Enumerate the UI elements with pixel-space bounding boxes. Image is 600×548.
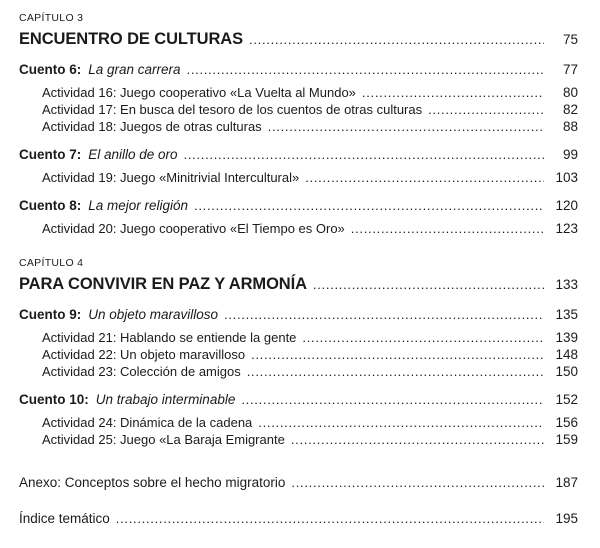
cuento-number: Cuento 9: [19,307,82,322]
dot-leader [356,84,544,101]
activity-label: Actividad 16: Juego cooperativo «La Vuelta al Mundo» [42,85,356,100]
dot-leader [345,220,544,237]
cuento-row [19,197,578,214]
annex-row [19,474,578,491]
activity-label: Actividad 19: Juego «Minitrivial Intercultural» [42,170,300,185]
index-row [19,510,578,527]
dot-leader [285,474,544,491]
dot-leader [218,306,544,323]
page-number: 99 [562,147,578,162]
chapter-section-3 [19,12,578,237]
chapter-title-row [19,274,578,295]
dot-leader [307,275,544,295]
cuento-number: Cuento 8: [19,198,82,213]
activity-row [19,363,578,380]
chapter-title: PARA CONVIVIR EN PAZ Y ARMONÍA [19,275,307,293]
page-number: 82 [562,102,578,117]
dot-leader [422,101,544,118]
chapter-kicker: CAPÍTULO 3 [19,12,84,24]
page-number: 77 [562,62,578,77]
chapter-title-row [19,29,578,50]
dot-leader [235,391,544,408]
activity-row [19,169,578,186]
dot-leader [262,118,544,135]
page-number: 156 [555,415,578,430]
dot-leader [252,414,544,431]
toc-page [19,12,578,527]
page-number: 80 [562,85,578,100]
page-number: 152 [555,392,578,407]
page-number: 148 [555,347,578,362]
activity-row [19,414,578,431]
activity-row [19,118,578,135]
page-number: 123 [555,221,578,236]
dot-leader [241,363,544,380]
activity-label: Actividad 22: Un objeto maravilloso [42,347,246,362]
page-number: 135 [555,307,578,322]
activity-label: Actividad 24: Dinámica de la cadena [42,415,253,430]
dot-leader [296,329,544,346]
cuento-title: Un trabajo interminable [95,392,236,407]
cuento-title: La gran carrera [88,62,181,77]
activity-row [19,346,578,363]
activity-row [19,101,578,118]
cuento-label-group [19,197,188,214]
cuento-label-group [19,391,235,408]
cuento-row [19,61,578,78]
page-number: 133 [555,277,578,292]
chapter-section-4 [19,257,578,448]
cuento-row [19,306,578,323]
activity-row [19,220,578,237]
dot-leader [110,510,544,527]
cuento-number: Cuento 6: [19,62,82,77]
cuento-label-group [19,61,181,78]
cuento-title: Un objeto maravilloso [88,307,219,322]
dot-leader [181,61,544,78]
cuento-number: Cuento 10: [19,392,89,407]
chapter-kicker: CAPÍTULO 4 [19,257,84,269]
chapter-title: ENCUENTRO DE CULTURAS [19,30,244,48]
activity-row [19,329,578,346]
cuento-label-group [19,146,178,163]
activity-row [19,431,578,448]
activity-row [19,84,578,101]
cuento-row [19,146,578,163]
cuento-row [19,391,578,408]
page-number: 139 [555,330,578,345]
cuento-title: La mejor religión [88,198,189,213]
page-number: 103 [555,170,578,185]
activity-label: Actividad 25: Juego «La Baraja Emigrante [42,432,285,447]
page-number: 120 [555,198,578,213]
cuento-number: Cuento 7: [19,147,82,162]
activity-label: Actividad 18: Juegos de otras culturas [42,119,262,134]
page-number: 75 [562,32,578,47]
cuento-title: El anillo de oro [88,147,178,162]
page-number: 159 [555,432,578,447]
cuento-label-group [19,306,218,323]
activity-label: Actividad 17: En busca del tesoro de los cuentos de otras culturas [42,102,423,117]
dot-leader [243,30,544,50]
page-number: 187 [555,475,578,490]
index-label: Índice temático [19,511,110,526]
page-number: 150 [555,364,578,379]
page-number: 195 [555,511,578,526]
dot-leader [245,346,544,363]
dot-leader [178,146,544,163]
dot-leader [299,169,544,186]
activity-label: Actividad 20: Juego cooperativo «El Tiempo es Oro» [42,221,345,236]
dot-leader [285,431,544,448]
dot-leader [188,197,544,214]
activity-label: Actividad 23: Colección de amigos [42,364,241,379]
activity-label: Actividad 21: Hablando se entiende la gente [42,330,297,345]
annex-label: Anexo: Conceptos sobre el hecho migratorio [19,475,286,490]
page-number: 88 [562,119,578,134]
